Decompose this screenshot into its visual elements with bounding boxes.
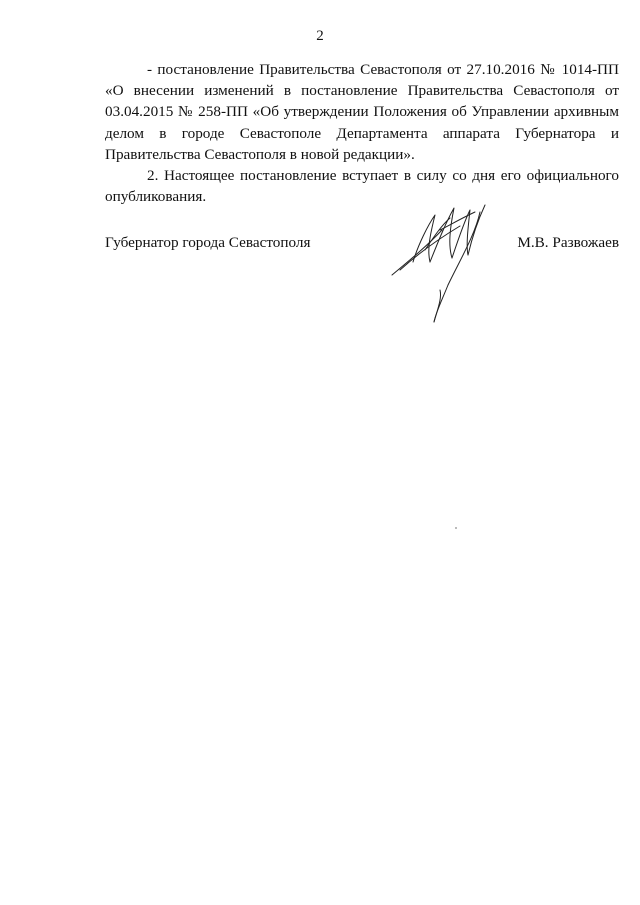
document-body — [105, 59, 619, 207]
signatory-name: М.В. Развожаев — [517, 234, 619, 251]
signatory-title: Губернатор города Севастополя — [105, 234, 311, 251]
paragraph-amendment-item: - постановление Правительства Севастополя от 27.10.2016 № 1014-ПП «О внесении изменений в постановление Правительства Севастополя от 03.04.2015 № 258-ПП «Об утверждении Положения об Управлении архивным делом в городе Севастополе Департамента аппарата Губернатора и Правительства Севастополя в новой редакции». — [105, 61, 619, 163]
signature-block — [105, 234, 619, 256]
paragraph-effective-date: 2. Настоящее постановление вступает в силу со дня его официального опубликования. — [105, 167, 619, 206]
handwritten-signature — [380, 190, 510, 325]
scan-speck — [455, 527, 457, 529]
page-number: 2 — [316, 28, 324, 44]
